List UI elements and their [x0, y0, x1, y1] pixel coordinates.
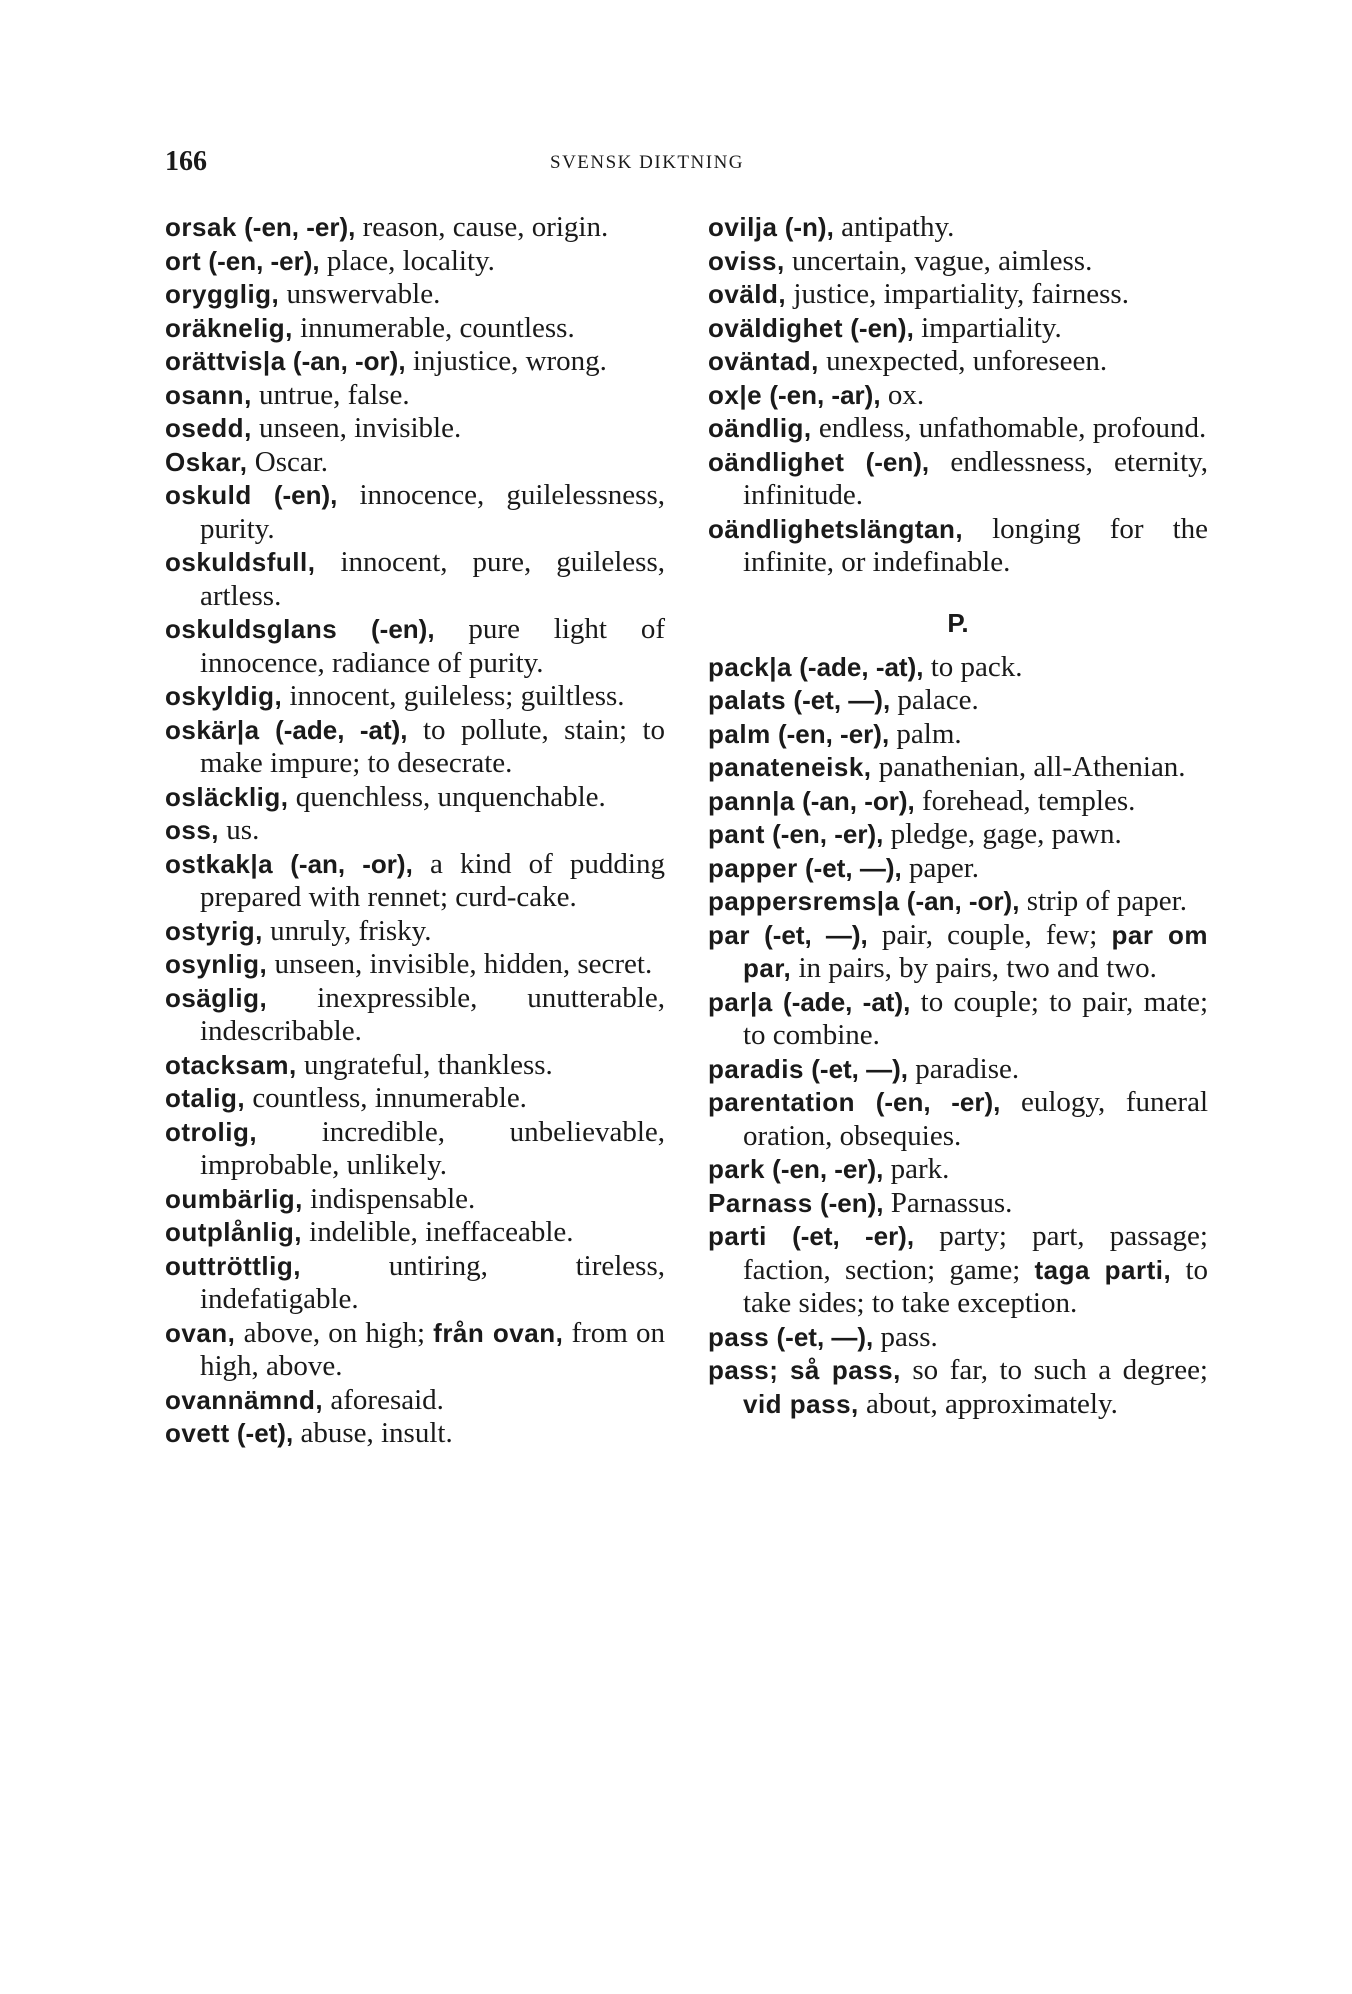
entry-headword: oskär|a: [165, 714, 260, 745]
entry-grammar: (-et, —),: [793, 685, 891, 715]
entry-definition: unexpected, unforeseen.: [826, 345, 1108, 377]
entry-grammar: (-en, -ar),: [769, 379, 881, 410]
entry-headword: osann,: [165, 379, 252, 410]
entry-definition: eulogy, funeral oration, obsequies.: [743, 1086, 1209, 1152]
dictionary-entry: [165, 814, 665, 848]
entry-headword: ovilja: [708, 212, 778, 242]
entry-headword: oändlighet: [708, 446, 845, 477]
entry-headword: palats: [708, 685, 787, 715]
dictionary-entry: [165, 1216, 665, 1250]
entry-definition: a kind of pudding prepared with rennet; curd-cake.: [200, 847, 665, 913]
entry-definition: reason, cause, origin.: [362, 211, 609, 243]
entry-headword: palm: [708, 718, 771, 749]
entry-grammar: (-et, —),: [776, 1321, 874, 1352]
dictionary-entry: [165, 1250, 665, 1317]
entry-definition: impartiality.: [921, 311, 1062, 344]
entry-headword: park: [708, 1154, 765, 1184]
dictionary-entry: [708, 751, 1208, 785]
entry-headword: oviss,: [708, 245, 785, 276]
entry-definition: abuse, insult.: [300, 1417, 453, 1449]
entry-phrase-definition: about, approximately.: [866, 1387, 1118, 1420]
dictionary-entry: [708, 379, 1208, 413]
dictionary-entry: [708, 245, 1208, 279]
entry-definition: Parnassus.: [890, 1186, 1013, 1219]
entry-grammar: (-ade, -at),: [275, 714, 408, 745]
entry-definition: paper.: [908, 851, 980, 884]
dictionary-entry: [165, 446, 665, 480]
entry-definition: endlessness, eternity, infinitude.: [743, 445, 1208, 511]
entry-headword: Parnass: [708, 1187, 813, 1218]
entry-grammar: (-an, -or),: [906, 886, 1020, 916]
entry-headword: oväntad,: [708, 346, 819, 376]
entry-headword: ovannämnd,: [165, 1384, 324, 1415]
entry-grammar: (-en),: [865, 446, 930, 477]
entry-definition: pair, couple, few;: [881, 918, 1098, 951]
dictionary-entry: [165, 948, 665, 982]
entry-headword: ostyrig,: [165, 915, 263, 946]
entry-grammar: (-an, -or),: [802, 785, 915, 816]
entry-grammar: (-en, -er),: [875, 1087, 1001, 1117]
entry-definition: palace.: [897, 684, 979, 716]
entry-grammar: (-et, —),: [804, 852, 902, 883]
dictionary-entry: [708, 651, 1208, 685]
entry-definition: unswervable.: [286, 278, 441, 310]
entry-definition: strip of paper.: [1026, 885, 1187, 917]
dictionary-entry: [708, 446, 1208, 513]
dictionary-entry: [165, 613, 665, 680]
entry-headword: oskuld: [165, 480, 252, 510]
entry-definition: park.: [890, 1153, 950, 1185]
entry-definition: inexpressible, unutterable, indescribable.: [200, 981, 665, 1047]
entry-headword: oskuldsglans: [165, 614, 338, 644]
entry-definition: ungrateful, thankless.: [303, 1048, 553, 1081]
entry-headword: ovan,: [165, 1317, 236, 1348]
entry-headword: pack|a: [708, 651, 792, 682]
entry-headword: pappersrems|a: [708, 886, 900, 916]
entry-headword: oumbärlig,: [165, 1183, 303, 1214]
entry-phrase: så pass,: [789, 1355, 901, 1385]
dictionary-entry: [708, 513, 1208, 580]
entry-headword: pant: [708, 819, 765, 849]
dictionary-entry: [708, 885, 1208, 919]
entry-headword: osynlig,: [165, 949, 268, 979]
entry-headword: orättvis|a: [165, 346, 286, 376]
entry-definition: innocent, guileless; guiltless.: [289, 680, 625, 712]
entry-definition: to pollute, stain; to make impure; to desecrate.: [200, 713, 666, 779]
entry-headword: oväld,: [708, 279, 787, 309]
dictionary-entry: [165, 982, 665, 1049]
dictionary-entry: [708, 312, 1208, 346]
dictionary-entry: [165, 312, 665, 346]
entry-definition: palm.: [896, 717, 962, 750]
entry-grammar: (-en, -er),: [772, 819, 884, 849]
entry-grammar: (-et, -er),: [792, 1221, 915, 1251]
dictionary-entry: [165, 379, 665, 413]
left-column: [165, 211, 665, 1451]
entry-headword: panateneisk,: [708, 752, 872, 782]
dictionary-entry: [708, 684, 1208, 718]
entry-grammar: (-et, —),: [764, 919, 868, 950]
page-header: [165, 146, 1215, 176]
entry-headword: oskyldig,: [165, 681, 283, 711]
dictionary-entry: [165, 1116, 665, 1183]
entry-headword: otrolig,: [165, 1116, 258, 1147]
dictionary-entry: [708, 1086, 1208, 1153]
entry-definition: untiring, tireless, indefatigable.: [200, 1249, 665, 1315]
entry-definition: pure light of innocence, radiance of purity.: [200, 613, 665, 679]
entry-definition: unseen, invisible, hidden, secret.: [274, 948, 653, 980]
entry-headword: oändlig,: [708, 413, 812, 443]
dictionary-entry: [165, 680, 665, 714]
entry-definition: uncertain, vague, aimless.: [791, 244, 1093, 277]
entry-grammar: (-ade, -at),: [783, 986, 911, 1017]
entry-headword: paradis: [708, 1053, 804, 1084]
entry-grammar: (-et),: [236, 1418, 294, 1448]
dictionary-entry: [165, 546, 665, 613]
entry-headword: osläcklig,: [165, 781, 289, 812]
entry-headword: ox|e: [708, 379, 763, 410]
dictionary-entry: [708, 211, 1208, 245]
entry-phrase: par om par,: [743, 919, 1209, 983]
entry-definition: above, on high;: [243, 1316, 425, 1349]
section-heading: P.: [947, 607, 969, 638]
entry-definition: pledge, gage, pawn.: [890, 818, 1122, 850]
dictionary-entry: [165, 479, 665, 546]
entry-phrase: taga parti,: [1034, 1254, 1172, 1285]
dictionary-entry: [708, 412, 1208, 446]
entry-headword: ort: [165, 245, 202, 276]
entry-definition: innocence, guilelessness, purity.: [200, 479, 665, 545]
entry-phrase-definition: to take sides; to take exception.: [743, 1253, 1209, 1319]
entry-definition: quenchless, unquenchable.: [295, 780, 606, 813]
entry-definition: ox.: [887, 378, 925, 411]
dictionary-entry: [165, 1049, 665, 1083]
entry-headword: orsak: [165, 212, 237, 242]
dictionary-entry: [165, 848, 665, 915]
entry-definition: innumerable, countless.: [300, 311, 575, 344]
entry-definition: unseen, invisible.: [259, 412, 462, 444]
entry-phrase: från ovan,: [433, 1317, 564, 1348]
entry-definition: party; part, passage; faction, section; game;: [743, 1220, 1208, 1286]
entry-definition: countless, innumerable.: [252, 1082, 527, 1114]
dictionary-entry: [165, 245, 665, 279]
entry-definition: pass.: [880, 1320, 938, 1353]
dictionary-entry: [165, 1384, 665, 1418]
entry-grammar: (-an, -or),: [292, 346, 406, 376]
entry-definition: panathenian, all-Athenian.: [878, 751, 1186, 783]
entry-headword: orygglig,: [165, 279, 280, 309]
dictionary-entry: [708, 1053, 1208, 1087]
dictionary-entry: [708, 818, 1208, 852]
entry-grammar: (-en),: [273, 480, 338, 510]
dictionary-entry: [708, 852, 1208, 886]
dictionary-entry: [165, 278, 665, 312]
entry-grammar: (-an, -or),: [290, 848, 413, 879]
entry-headword: pass: [708, 1321, 770, 1352]
entry-grammar: (-en, -er),: [244, 212, 356, 242]
entry-headword: otalig,: [165, 1083, 246, 1113]
dictionary-entry: [708, 345, 1208, 379]
entry-definition: to pack.: [930, 650, 1023, 683]
entry-phrase-definition: so far, to such a degree;: [912, 1354, 1208, 1386]
entry-definition: unruly, frisky.: [270, 914, 432, 947]
entry-headword: osäglig,: [165, 982, 268, 1013]
entry-headword: otacksam,: [165, 1049, 297, 1080]
entry-definition: to couple; to pair, mate; to combine.: [743, 985, 1209, 1051]
entry-headword: parti: [708, 1221, 767, 1251]
right-column-top: [708, 211, 1208, 580]
entry-headword: oväldighet: [708, 312, 844, 343]
entry-definition: untrue, false.: [259, 378, 410, 411]
entry-headword: pann|a: [708, 785, 795, 816]
dictionary-entry: [165, 1183, 665, 1217]
dictionary-entry: [165, 1417, 665, 1451]
dictionary-entry: [708, 785, 1208, 819]
entry-definition: place, locality.: [326, 244, 495, 277]
entry-definition: forehead, temples.: [922, 784, 1136, 817]
dictionary-entry: [708, 1220, 1208, 1321]
entry-headword: oss,: [165, 815, 220, 845]
entry-phrase: vid pass,: [743, 1388, 859, 1419]
dictionary-entry: [165, 781, 665, 815]
entry-headword: Oskar,: [165, 446, 248, 477]
entry-definition: aforesaid.: [330, 1383, 444, 1416]
entry-definition: indelible, ineffaceable.: [309, 1216, 574, 1248]
entry-headword: par: [708, 919, 750, 950]
dictionary-entry: [165, 1317, 665, 1384]
entry-definition: paradise.: [915, 1052, 1020, 1085]
entry-grammar: (-en, -er),: [208, 245, 320, 276]
entry-definition: incredible, unbelievable, improbable, unlikely.: [200, 1115, 665, 1181]
entry-definition: Oscar.: [254, 445, 329, 478]
entry-grammar: (-n),: [784, 212, 834, 242]
dictionary-entry: [165, 345, 665, 379]
dictionary-entry: [708, 1153, 1208, 1187]
dictionary-entry: [708, 919, 1208, 986]
entry-definition: innocent, pure, guileless, artless.: [200, 546, 665, 612]
entry-grammar: (-en),: [850, 312, 914, 343]
entry-headword: oändlighetslängtan,: [708, 513, 964, 544]
entry-grammar: (-ade, -at),: [799, 651, 924, 682]
entry-headword: par|a: [708, 986, 773, 1017]
entry-headword: papper: [708, 852, 798, 883]
dictionary-entry: [165, 211, 665, 245]
dictionary-entry: [165, 1082, 665, 1116]
entry-headword: outplånlig,: [165, 1217, 302, 1247]
dictionary-entry: [708, 1354, 1208, 1421]
dictionary-entry: [708, 1321, 1208, 1355]
dictionary-entry: [708, 1187, 1208, 1221]
dictionary-entry: [708, 718, 1208, 752]
entry-headword: pass;: [708, 1355, 779, 1385]
entry-definition: us.: [226, 814, 260, 846]
entry-headword: oräknelig,: [165, 312, 293, 343]
entry-grammar: (-en),: [819, 1187, 884, 1218]
right-column-bottom: [708, 651, 1208, 1422]
dictionary-entry: [165, 714, 665, 781]
dictionary-entry: [708, 986, 1208, 1053]
right-column: [708, 211, 1208, 1421]
entry-definition: longing for the infinite, or indefinable.: [743, 512, 1209, 578]
entry-grammar: (-en, -er),: [777, 718, 890, 749]
dictionary-entry: [708, 278, 1208, 312]
entry-definition: justice, impartiality, fairness.: [793, 278, 1129, 310]
entry-headword: outtröttlig,: [165, 1250, 301, 1281]
entry-headword: oskuldsfull,: [165, 547, 316, 577]
entry-headword: parentation: [708, 1087, 856, 1117]
entry-definition: indispensable.: [310, 1182, 476, 1215]
entry-headword: ovett: [165, 1418, 230, 1448]
dictionary-entry: [165, 412, 665, 446]
entry-definition: antipathy.: [841, 211, 955, 243]
entry-grammar: (-en),: [371, 614, 435, 644]
entry-grammar: (-en, -er),: [772, 1154, 884, 1184]
page-number: 166: [165, 146, 207, 177]
entry-phrase-definition: from on high, above.: [200, 1316, 665, 1382]
entry-grammar: (-et, —),: [811, 1053, 909, 1084]
entry-definition: injustice, wrong.: [412, 345, 607, 377]
entry-headword: ostkak|a: [165, 848, 274, 879]
dictionary-entry: [165, 915, 665, 949]
entry-phrase-definition: in pairs, by pairs, two and two.: [798, 952, 1157, 984]
running-head: SVENSK DIKTNING: [550, 152, 745, 173]
entry-definition: endless, unfathomable, profound.: [818, 412, 1207, 444]
entry-headword: osedd,: [165, 413, 252, 443]
